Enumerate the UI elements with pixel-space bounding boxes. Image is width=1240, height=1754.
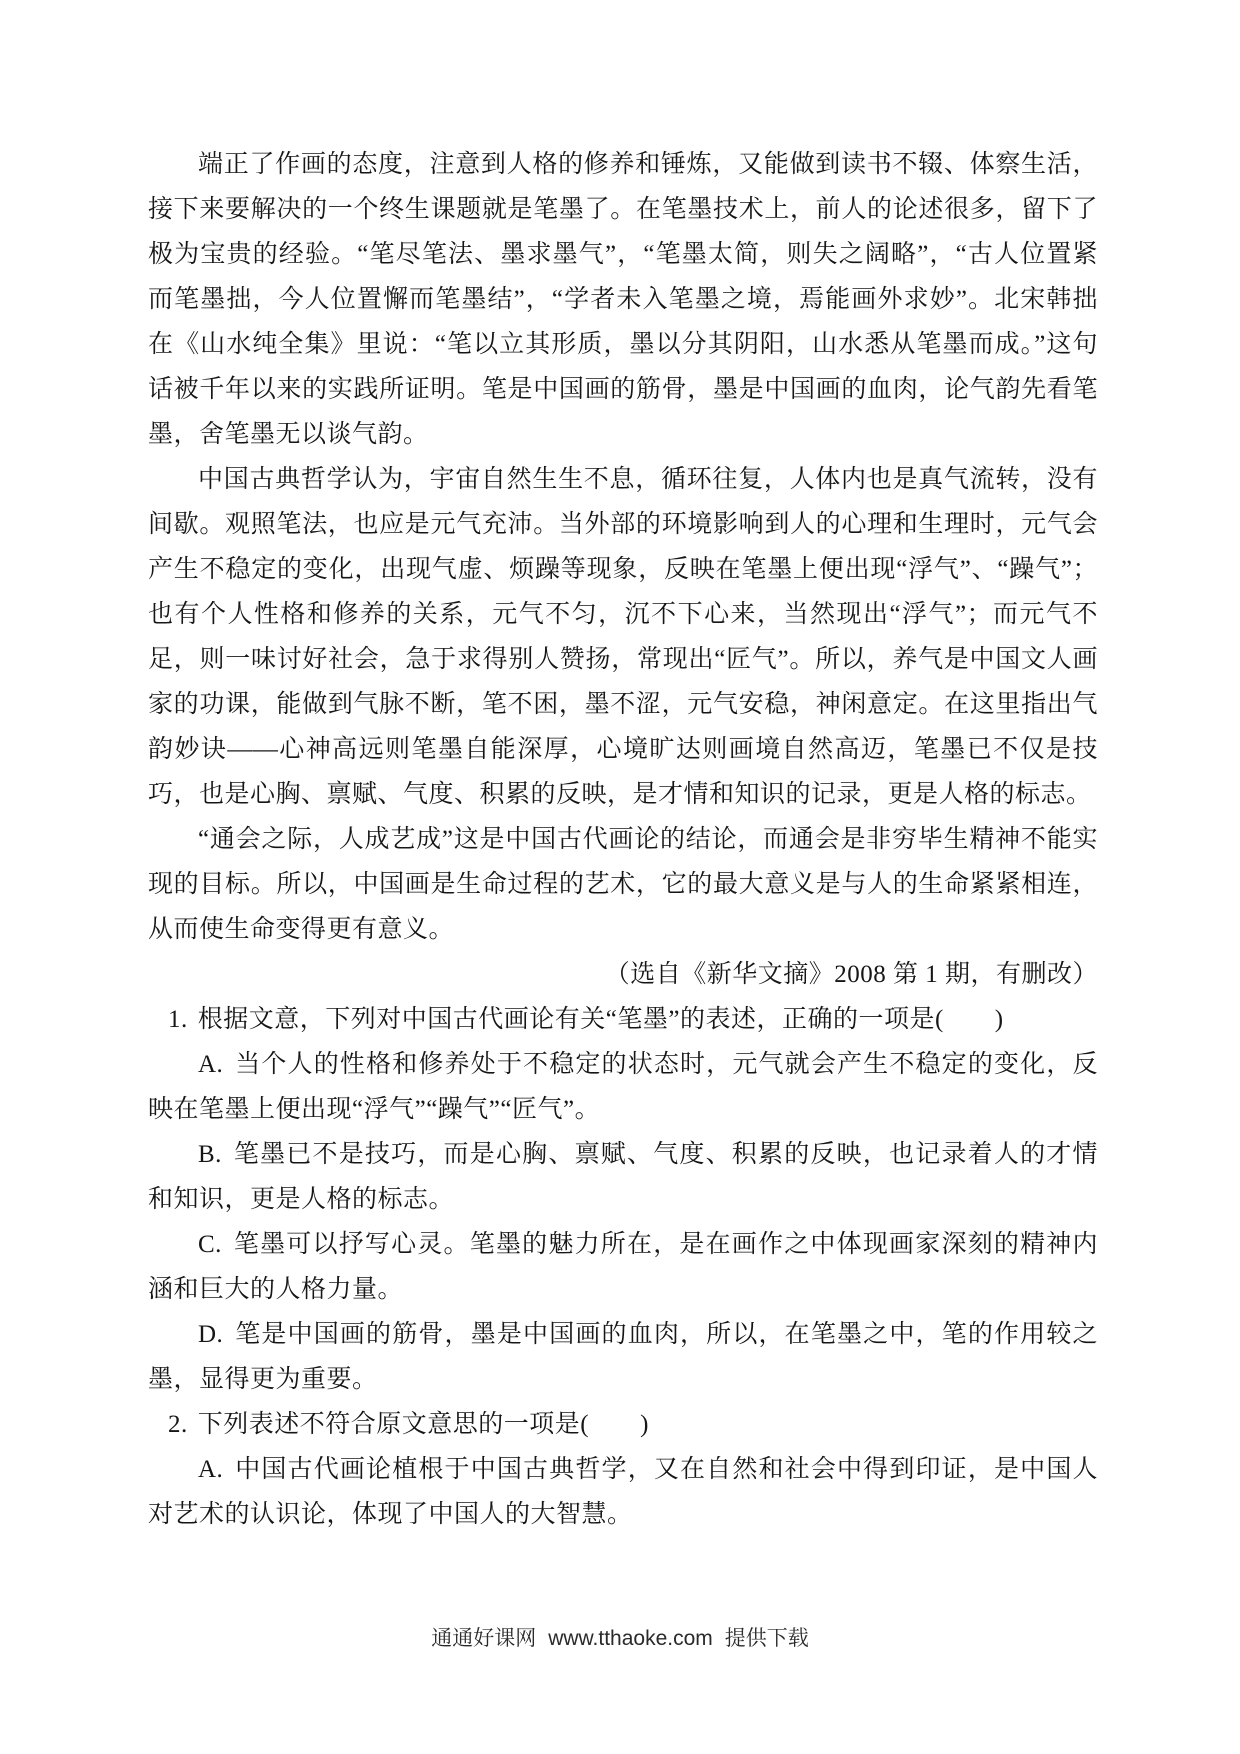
option-c-label: C. bbox=[198, 1231, 222, 1258]
option-a-text: 当个人的性格和修养处于不稳定的状态时，元气就会产生不稳定的变化，反映在笔墨上便出现“浮气”“躁气”“匠气”。 bbox=[148, 1051, 1098, 1123]
footer-suffix: 提供下载 bbox=[724, 1627, 809, 1650]
question-1-option-b bbox=[148, 1132, 1098, 1222]
exam-reading-section bbox=[148, 142, 1098, 1537]
question-2-stem bbox=[148, 1402, 1098, 1447]
source-attribution: （选自《新华文摘》2008 第 1 期，有删改） bbox=[604, 961, 1098, 988]
footer-site-name: 通通好课网 bbox=[431, 1627, 537, 1650]
passage-paragraph-1: 端正了作画的态度，注意到人格的修养和锤炼，又能做到读书不辍、体察生活，接下来要解决的一个终生课题就是笔墨了。在笔墨技术上，前人的论述很多，留下了极为宝贵的经验。“笔尽笔法、墨求墨气”，“笔墨太简，则失之阔略”，“古人位置紧而笔墨拙，今人位置懈而笔墨结”，“学者未入笔墨之境，焉能画外求妙”。北宋韩拙在《山水纯全集》里说：“笔以立其形质，墨以分其阴阳，山水悉从笔墨而成。”这句话被千年以来的实践所证明。笔是中国画的筋骨，墨是中国画的血肉，论气韵先看笔墨，舍笔墨无以谈气韵。 bbox=[148, 151, 1098, 448]
question-1-number: 1. bbox=[168, 1006, 188, 1033]
question-1-stem-text: 根据文意，下列对中国古代画论有关“笔墨”的表述，正确的一项是( ) bbox=[197, 1006, 1004, 1033]
passage-paragraph-3: “通会之际，人成艺成”这是中国古代画论的结论，而通会是非穷毕生精神不能实现的目标。所以，中国画是生命过程的艺术，它的最大意义是与人的生命紧紧相连，从而使生命变得更有意义。 bbox=[148, 826, 1098, 943]
option-b-text: 笔墨已不是技巧，而是心胸、禀赋、气度、积累的反映，也记录着人的才情和知识，更是人格的标志。 bbox=[148, 1141, 1098, 1213]
option-c-text: 笔墨可以抒写心灵。笔墨的魅力所在，是在画作之中体现画家深刻的精神内涵和巨大的人格力量。 bbox=[148, 1231, 1098, 1303]
question-1-stem bbox=[148, 997, 1098, 1042]
question-2-option-a bbox=[148, 1447, 1098, 1537]
option-d-label: D. bbox=[198, 1321, 224, 1348]
passage-paragraph-2: 中国古典哲学认为，宇宙自然生生不息，循环往复，人体内也是真气流转，没有间歇。观照笔法，也应是元气充沛。当外部的环境影响到人的心理和生理时，元气会产生不稳定的变化，出现气虚、烦躁等现象，反映在笔墨上便出现“浮气”、“躁气”；也有个人性格和修养的关系，元气不匀，沉不下心来，当然现出“浮气”；而元气不足，则一味讨好社会，急于求得别人赞扬，常现出“匠气”。所以，养气是中国文人画家的功课，能做到气脉不断，笔不困，墨不涩，元气安稳，神闲意定。在这里指出气韵妙诀——心神高远则笔墨自能深厚，心境旷达则画境自然高迈，笔墨已不仅是技巧，也是心胸、禀赋、气度、积累的反映，是才情和知识的记录，更是人格的标志。 bbox=[148, 466, 1098, 808]
question-2-stem-text: 下列表述不符合原文意思的一项是( ) bbox=[197, 1411, 649, 1438]
question-2 bbox=[148, 1402, 1098, 1537]
question-1-option-c bbox=[148, 1222, 1098, 1312]
question-1 bbox=[148, 997, 1098, 1402]
question-2-number: 2. bbox=[168, 1411, 188, 1438]
question-1-option-d bbox=[148, 1312, 1098, 1402]
page-footer bbox=[0, 1622, 1240, 1652]
question-1-option-a bbox=[148, 1042, 1098, 1132]
option-a-label: A. bbox=[198, 1456, 224, 1483]
footer-url: www.tthaoke.com bbox=[548, 1627, 713, 1650]
option-b-label: B. bbox=[198, 1141, 222, 1168]
option-a-text: 中国古代画论植根于中国古典哲学，又在自然和社会中得到印证，是中国人对艺术的认识论，体现了中国人的大智慧。 bbox=[148, 1456, 1098, 1528]
option-d-text: 笔是中国画的筋骨，墨是中国画的血肉，所以，在笔墨之中，笔的作用较之墨，显得更为重要。 bbox=[148, 1321, 1098, 1393]
option-a-label: A. bbox=[198, 1051, 224, 1078]
